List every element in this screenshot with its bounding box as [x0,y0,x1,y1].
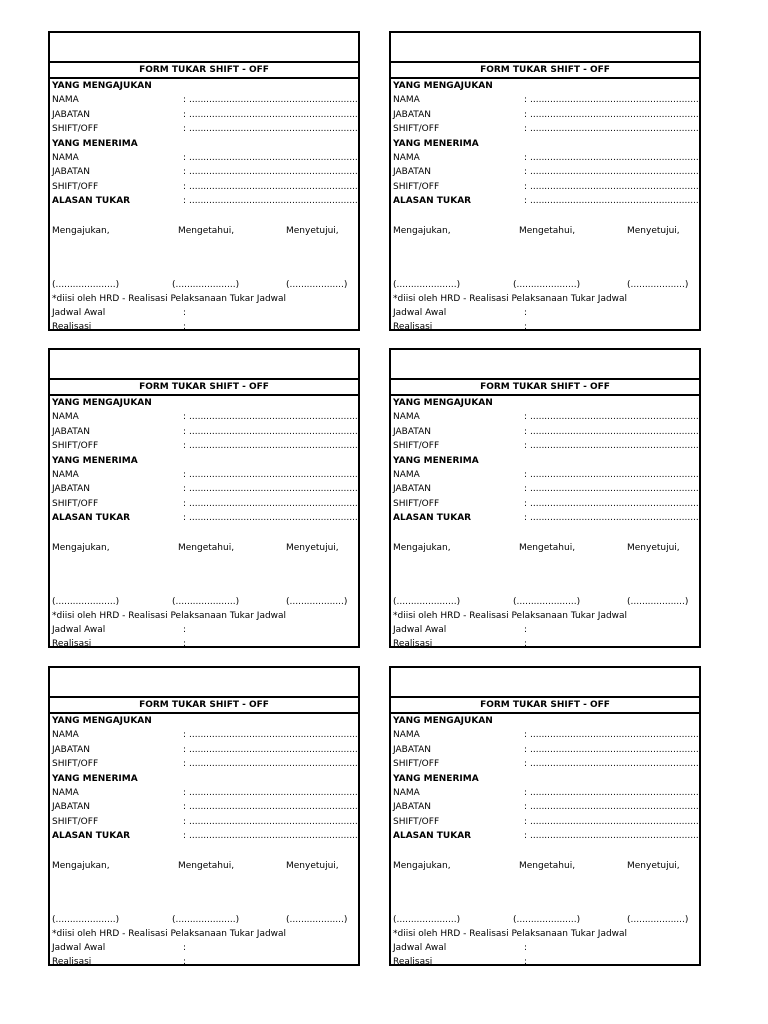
sig-approve-blank[interactable]: (...................) [286,914,348,925]
applicant-position-row [50,425,358,439]
signature-labels [391,541,699,555]
colon: : [524,412,528,423]
sig-acknowledge-label: Mengetahui, [519,542,576,553]
sig-applicant-label: Mengajukan, [52,225,110,236]
applicant-position-row [50,743,358,757]
schedule-initial-row [391,306,699,320]
reason-row [391,829,699,843]
position-label: JABATAN [52,426,90,437]
sig-applicant-label: Mengajukan, [393,860,451,871]
realization-row [50,637,358,651]
sig-applicant-label: Mengajukan, [52,860,110,871]
name-label: NAMA [393,412,420,423]
position-label: JABATAN [52,484,90,495]
sig-applicant-label: Mengajukan, [393,542,451,553]
applicant-position-field[interactable]: ........................................................... [189,109,358,120]
applicant-shift-row [50,439,358,453]
applicant-position-row [391,425,699,439]
realization-label: Realisasi [393,957,433,968]
receiver-name-row [50,786,358,800]
colon: : [524,730,528,741]
sig-acknowledge-label: Mengetahui, [519,860,576,871]
receiver-position-field[interactable]: ........................................................... [189,802,358,813]
receiver-shift-row [391,497,699,511]
form-header-box [391,33,699,63]
receiver-position-field[interactable]: ........................................................... [530,167,699,178]
reason-field[interactable]: ........................................................... [189,196,358,207]
receiver-name-row [391,786,699,800]
colon: : [524,469,528,480]
name-label: NAMA [393,787,420,798]
signature-blanks [50,595,358,609]
form-header-box [50,33,358,63]
colon: : [183,307,187,318]
schedule-initial-label: Jadwal Awal [393,624,447,635]
schedule-initial-row [50,623,358,637]
applicant-shift-row [391,757,699,771]
sig-approve-blank[interactable]: (...................) [627,279,689,290]
receiver-shift-field[interactable]: ........................................................... [189,498,358,509]
colon: : [524,426,528,437]
shift-swap-form [48,31,360,331]
colon: : [183,441,187,452]
position-label: JABATAN [393,744,431,755]
colon: : [183,469,187,480]
sig-acknowledge-label: Mengetahui, [519,225,576,236]
realization-row [391,637,699,651]
sig-approve-label: Menyetujui, [286,225,339,236]
signature-blanks [391,913,699,927]
colon: : [524,787,528,798]
applicant-shift-row [391,122,699,136]
sig-acknowledge-label: Mengetahui, [178,542,235,553]
realization-label: Realisasi [393,322,433,333]
receiver-shift-field[interactable]: ........................................................... [530,816,699,827]
colon: : [524,167,528,178]
reason-field[interactable]: ........................................................... [189,831,358,842]
applicant-shift-field[interactable]: ........................................................... [530,759,699,770]
receiver-position-row [50,800,358,814]
name-label: NAMA [52,152,79,163]
name-label: NAMA [393,469,420,480]
colon: : [524,441,528,452]
shift-label: SHIFT/OFF [52,124,99,135]
sig-approve-label: Menyetujui, [627,225,680,236]
colon: : [183,744,187,755]
reason-field[interactable]: ........................................................... [530,831,699,842]
schedule-initial-label: Jadwal Awal [393,307,447,318]
colon: : [524,816,528,827]
sig-acknowledge-blank[interactable]: (.....................) [513,596,581,607]
colon: : [524,498,528,509]
shift-label: SHIFT/OFF [393,181,440,192]
form-title: FORM TUKAR SHIFT - OFF [50,63,358,79]
realization-label: Realisasi [52,957,92,968]
applicant-position-field[interactable]: ........................................................... [530,109,699,120]
reason-label: ALASAN TUKAR [393,196,472,207]
receiver-name-row [391,151,699,165]
colon: : [524,307,528,318]
colon: : [524,957,528,968]
receiver-shift-field[interactable]: ........................................................... [189,816,358,827]
hrd-note: *diisi oleh HRD - Realisasi Pelaksanaan Tukar Jadwal [52,293,287,304]
sig-approve-blank[interactable]: (...................) [286,279,348,290]
form-title: FORM TUKAR SHIFT - OFF [50,380,358,396]
section-applicant: YANG MENGAJUKAN [393,716,493,726]
shift-label: SHIFT/OFF [52,441,99,452]
colon: : [183,957,187,968]
section-receiver: YANG MENERIMA [52,773,138,784]
signature-blanks [50,913,358,927]
colon: : [183,787,187,798]
section-applicant: YANG MENGAJUKAN [393,398,493,408]
sig-acknowledge-blank[interactable]: (.....................) [172,914,240,925]
name-label: NAMA [393,730,420,741]
sig-approve-blank[interactable]: (...................) [627,914,689,925]
reason-label: ALASAN TUKAR [393,513,472,524]
shift-label: SHIFT/OFF [393,816,440,827]
colon: : [183,196,187,207]
sig-approve-label: Menyetujui, [286,542,339,553]
realization-label: Realisasi [52,322,92,333]
colon: : [524,624,528,635]
section-receiver: YANG MENERIMA [52,138,138,149]
reason-field[interactable]: ........................................................... [530,513,699,524]
receiver-position-field[interactable]: ........................................................... [189,484,358,495]
section-applicant: YANG MENGAJUKAN [52,398,152,408]
realization-label: Realisasi [52,639,92,650]
colon: : [524,152,528,163]
signature-labels [50,541,358,555]
form-title: FORM TUKAR SHIFT - OFF [391,63,699,79]
colon: : [524,831,528,842]
shift-swap-form [48,666,360,966]
schedule-initial-label: Jadwal Awal [393,942,447,953]
colon: : [183,322,187,333]
signature-blanks [391,595,699,609]
receiver-name-row [50,468,358,482]
shift-swap-form [48,348,360,648]
receiver-shift-row [391,180,699,194]
applicant-shift-field[interactable]: ........................................................... [189,441,358,452]
applicant-shift-field[interactable]: ........................................................... [189,759,358,770]
form-title: FORM TUKAR SHIFT - OFF [391,380,699,396]
colon: : [524,322,528,333]
receiver-position-row [50,165,358,179]
applicant-position-row [391,108,699,122]
sig-applicant-label: Mengajukan, [52,542,110,553]
schedule-initial-label: Jadwal Awal [52,624,106,635]
reason-label: ALASAN TUKAR [52,513,131,524]
realization-label: Realisasi [393,639,433,650]
receiver-position-row [391,165,699,179]
colon: : [183,942,187,953]
shift-label: SHIFT/OFF [52,759,99,770]
receiver-shift-row [50,497,358,511]
colon: : [183,802,187,813]
sig-approve-blank[interactable]: (...................) [286,596,348,607]
applicant-shift-row [50,757,358,771]
colon: : [183,152,187,163]
receiver-position-row [50,482,358,496]
colon: : [183,412,187,423]
form-header-box [391,350,699,380]
position-label: JABATAN [393,426,431,437]
hrd-note: *diisi oleh HRD - Realisasi Pelaksanaan Tukar Jadwal [52,928,287,939]
sig-applicant-blank[interactable]: (.....................) [393,596,461,607]
section-applicant: YANG MENGAJUKAN [52,81,152,91]
receiver-name-row [391,468,699,482]
applicant-position-row [50,108,358,122]
receiver-name-field[interactable]: ........................................................... [189,787,358,798]
applicant-position-field[interactable]: ........................................................... [189,744,358,755]
position-label: JABATAN [393,802,431,813]
receiver-shift-row [391,815,699,829]
name-label: NAMA [52,95,79,106]
position-label: JABATAN [393,167,431,178]
reason-label: ALASAN TUKAR [393,831,472,842]
reason-row [391,194,699,208]
colon: : [524,513,528,524]
applicant-name-row [50,728,358,742]
position-label: JABATAN [393,109,431,120]
applicant-name-row [391,410,699,424]
schedule-initial-label: Jadwal Awal [52,942,106,953]
position-label: JABATAN [52,167,90,178]
applicant-shift-row [50,122,358,136]
shift-label: SHIFT/OFF [52,181,99,192]
receiver-position-row [391,800,699,814]
applicant-position-row [391,743,699,757]
colon: : [524,639,528,650]
applicant-name-field[interactable]: ........................................................... [530,95,699,106]
name-label: NAMA [393,152,420,163]
applicant-position-field[interactable]: ........................................................... [530,744,699,755]
name-label: NAMA [52,469,79,480]
receiver-position-field[interactable]: ........................................................... [530,802,699,813]
signature-labels [50,224,358,238]
sig-acknowledge-blank[interactable]: (.....................) [513,914,581,925]
sig-applicant-blank[interactable]: (.....................) [393,279,461,290]
section-applicant: YANG MENGAJUKAN [52,716,152,726]
form-header-box [50,668,358,698]
signature-labels [391,224,699,238]
applicant-name-field[interactable]: ........................................................... [189,95,358,106]
hrd-note: *diisi oleh HRD - Realisasi Pelaksanaan Tukar Jadwal [393,610,628,621]
applicant-shift-row [391,439,699,453]
form-header-box [50,350,358,380]
reason-label: ALASAN TUKAR [52,831,131,842]
hrd-note: *diisi oleh HRD - Realisasi Pelaksanaan Tukar Jadwal [52,610,287,621]
sig-applicant-blank[interactable]: (.....................) [52,279,120,290]
colon: : [524,109,528,120]
colon: : [183,831,187,842]
applicant-name-field[interactable]: ........................................................... [189,730,358,741]
receiver-name-field[interactable]: ........................................................... [189,469,358,480]
applicant-name-field[interactable]: ........................................................... [189,412,358,423]
section-receiver: YANG MENERIMA [393,138,479,149]
colon: : [183,759,187,770]
section-receiver: YANG MENERIMA [393,773,479,784]
colon: : [183,816,187,827]
applicant-name-row [391,728,699,742]
colon: : [183,624,187,635]
sig-applicant-blank[interactable]: (.....................) [393,914,461,925]
receiver-shift-row [50,815,358,829]
sig-acknowledge-label: Mengetahui, [178,225,235,236]
name-label: NAMA [393,95,420,106]
colon: : [524,181,528,192]
receiver-shift-field[interactable]: ........................................................... [530,181,699,192]
schedule-initial-label: Jadwal Awal [52,307,106,318]
colon: : [183,95,187,106]
applicant-shift-field[interactable]: ........................................................... [530,441,699,452]
receiver-shift-field[interactable]: ........................................................... [530,498,699,509]
shift-label: SHIFT/OFF [52,816,99,827]
shift-label: SHIFT/OFF [393,441,440,452]
section-applicant: YANG MENGAJUKAN [393,81,493,91]
colon: : [524,95,528,106]
receiver-name-field[interactable]: ........................................................... [530,787,699,798]
shift-swap-form [389,31,701,331]
receiver-name-field[interactable]: ........................................................... [530,152,699,163]
colon: : [524,759,528,770]
receiver-shift-row [50,180,358,194]
reason-row [50,829,358,843]
realization-row [50,955,358,969]
realization-row [50,320,358,334]
section-receiver: YANG MENERIMA [52,455,138,466]
sig-acknowledge-blank[interactable]: (.....................) [513,279,581,290]
colon: : [524,124,528,135]
signature-blanks [50,278,358,292]
name-label: NAMA [52,787,79,798]
applicant-name-row [391,93,699,107]
receiver-position-field[interactable]: ........................................................... [189,167,358,178]
signature-blanks [391,278,699,292]
reason-row [50,511,358,525]
colon: : [524,484,528,495]
schedule-initial-row [391,623,699,637]
realization-row [391,320,699,334]
colon: : [183,124,187,135]
reason-field[interactable]: ........................................................... [530,196,699,207]
applicant-position-field[interactable]: ........................................................... [530,426,699,437]
schedule-initial-row [50,941,358,955]
sig-approve-label: Menyetujui, [627,542,680,553]
shift-label: SHIFT/OFF [52,498,99,509]
realization-row [391,955,699,969]
shift-swap-form [389,666,701,966]
sig-acknowledge-label: Mengetahui, [178,860,235,871]
colon: : [183,730,187,741]
applicant-shift-field[interactable]: ........................................................... [189,124,358,135]
colon: : [524,744,528,755]
form-title: FORM TUKAR SHIFT - OFF [50,698,358,714]
sig-applicant-label: Mengajukan, [393,225,451,236]
shift-label: SHIFT/OFF [393,759,440,770]
reason-row [391,511,699,525]
sig-approve-blank[interactable]: (...................) [627,596,689,607]
name-label: NAMA [52,412,79,423]
shift-label: SHIFT/OFF [393,498,440,509]
hrd-note: *diisi oleh HRD - Realisasi Pelaksanaan Tukar Jadwal [393,928,628,939]
receiver-name-row [50,151,358,165]
colon: : [183,513,187,524]
section-receiver: YANG MENERIMA [393,455,479,466]
hrd-note: *diisi oleh HRD - Realisasi Pelaksanaan Tukar Jadwal [393,293,628,304]
signature-labels [50,859,358,873]
form-header-box [391,668,699,698]
applicant-name-field[interactable]: ........................................................... [530,730,699,741]
sig-acknowledge-blank[interactable]: (.....................) [172,279,240,290]
schedule-initial-row [50,306,358,320]
applicant-name-row [50,93,358,107]
applicant-position-field[interactable]: ........................................................... [189,426,358,437]
sig-applicant-blank[interactable]: (.....................) [52,596,120,607]
position-label: JABATAN [393,484,431,495]
sig-approve-label: Menyetujui, [627,860,680,871]
colon: : [183,109,187,120]
sig-applicant-blank[interactable]: (.....................) [52,914,120,925]
colon: : [183,426,187,437]
colon: : [183,167,187,178]
name-label: NAMA [52,730,79,741]
colon: : [524,196,528,207]
reason-label: ALASAN TUKAR [52,196,131,207]
shift-label: SHIFT/OFF [393,124,440,135]
position-label: JABATAN [52,744,90,755]
position-label: JABATAN [52,109,90,120]
applicant-name-field[interactable]: ........................................................... [530,412,699,423]
form-title: FORM TUKAR SHIFT - OFF [391,698,699,714]
reason-row [50,194,358,208]
receiver-position-field[interactable]: ........................................................... [530,484,699,495]
colon: : [524,942,528,953]
receiver-shift-field[interactable]: ........................................................... [189,181,358,192]
receiver-name-field[interactable]: ........................................................... [189,152,358,163]
receiver-position-row [391,482,699,496]
shift-swap-form [389,348,701,648]
colon: : [183,639,187,650]
colon: : [183,181,187,192]
applicant-shift-field[interactable]: ........................................................... [530,124,699,135]
colon: : [183,484,187,495]
applicant-name-row [50,410,358,424]
colon: : [183,498,187,509]
colon: : [524,802,528,813]
receiver-name-field[interactable]: ........................................................... [530,469,699,480]
signature-labels [391,859,699,873]
sig-approve-label: Menyetujui, [286,860,339,871]
schedule-initial-row [391,941,699,955]
position-label: JABATAN [52,802,90,813]
sig-acknowledge-blank[interactable]: (.....................) [172,596,240,607]
reason-field[interactable]: ........................................................... [189,513,358,524]
